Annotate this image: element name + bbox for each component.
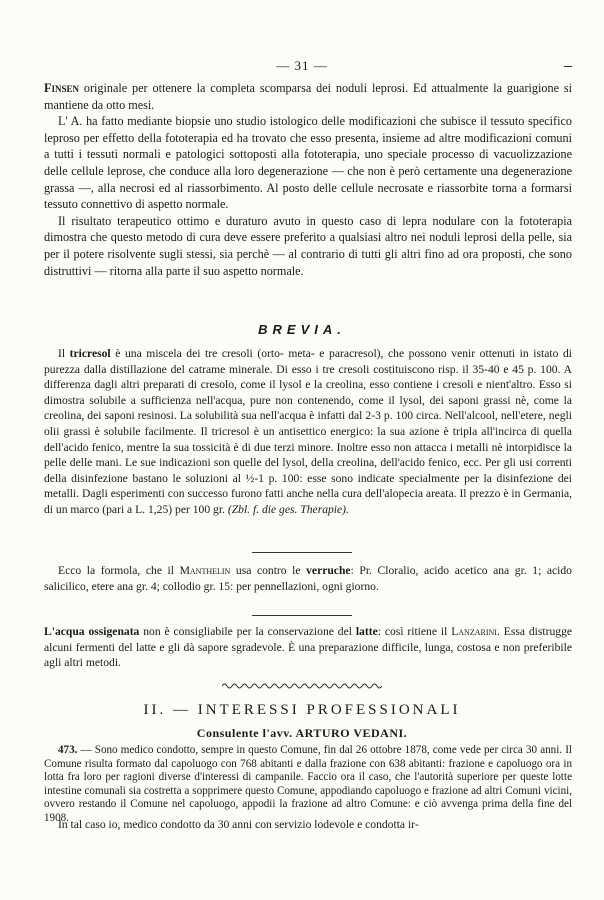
case-last-line: In tal caso io, medico condotto da 30 anni con servizio lodevole e condotta ir- [58,818,419,831]
section-title: II. — INTERESSI PROFESSIONALI [143,702,461,718]
divider-2 [252,615,352,616]
case-number: 473. [58,744,78,756]
brevia-item-1 [44,346,572,518]
keyword-acqua-ossigenata: L'acqua ossigenata [44,625,140,638]
case-continuation [44,817,572,833]
page-number: — 31 — [276,58,328,73]
intro-paragraph-3: Il risultato terapeutico ottimo e duraturo avuto in questo caso di lepra nodulare con la fototerapia dimostra che questo metodo di cura deve essere preferito a qualsiasi altro nei noduli leprosi della pelle, sia per il potere risolvente sugli stessi, sia perchè — al contrario di tutti gli altri fino ad ora proposti, che sono distruttivi — ritorna alla parte il suo aspetto normale. [44,213,572,278]
brevia-item-2 [44,563,572,594]
section-subtitle: Consulente l'avv. ARTURO VEDANI. [196,726,408,740]
ornamental-divider [222,682,382,690]
verruche-paragraph: Ecco la formola, che il Manthelin usa contro le verruche: Pr. Cloralio, acido acetico ana gr. 1; acido salicilico, etere ana gr. 4; collodio gr. 15: per pennellazioni, ogni giorno. [44,564,572,593]
intro-text [44,80,572,279]
divider-1 [252,552,352,553]
margin-mark [564,66,572,67]
case-paragraph: 473. — Sono medico condotto, sempre in questo Comune, fin dal 26 ottobre 1878, come vede per circa 30 anni. Il Comune risulta formato dal capoluogo con 768 abitanti e dalla frazione con 638 abitanti: frazione e capoluogo ora in lotta fra loro per ragioni diverse d'interessi di campanile. Faccio ora il caso, che l'autorità superiore per queste lotte intestine comunali sia costretta a sopprimere questo Comune, appodiando capoluogo e frazione ad altri Comuni vicini, ovvero restando il Comune nel capoluogo, appodii la frazione ad altro Comune: e ciò avvenga prima della fine del 1908. [44,744,572,824]
author-name: Finsen [44,81,79,95]
tricresol-paragraph: Il tricresol è una miscela dei tre cresoli (orto- meta- e paracresol), che possono venir ottenuti in istato di purezza dalla distillazione del catrame minerale. Di esso i tre cresoli costituiscono risp. il 35-40 e 45 p. 100. A differenza dagli altri preparati di cresolo, come il lysol e la creolina, esso contiene i cresoli e nient'altro. Esso si dimostra solubile a sufficienza nell'acqua, pure non contenendo, come il lysol, dei saponi grassi nè, come la creolina, dei saponi resinosi. La solubilità sua nell'acqua è infatti dal 2-3 p. 100 circa. Nell'alcool, nell'etere, negli olii grassi è solubile facilmente. Il tricresol è un antisettico energico: la sua azione è tripla all'incirca di quella dell'acido fenico, mentre la sua tossicità è di due terzi minore. Inoltre esso non attacca i metalli nè intorpidisce la pelle delle mani. Le sue indicazioni son quelle del lysol, della creolina, dell'acido fenico, ecc. Per gli usi correnti della disinfezione bastano le soluzioni al ½-1 p. 100: esse sono indicate specialmente per la disinfezione dei metalli. Dagli esperimenti con successo furono fatti anche nella cura dell'alopecia areata. Il prezzo è in Germania, di un marco (pari a L. 1,25) per 100 gr. (Zbl. f. die ges. Therapie). [44,347,572,516]
keyword-tricresol: tricresol [69,347,111,360]
intro-paragraph-1: Finsen originale per ottenere la completa scomparsa dei noduli leprosi. Ed attualmente la guarigione si mantiene da otto mesi. [44,81,572,112]
keyword-verruche: verruche [306,564,351,577]
brevia-item-3 [44,624,572,671]
brevia-heading: BREVIA. [258,322,346,337]
intro-paragraph-2: L' A. ha fatto mediante biopsie uno studio istologico delle modificazioni che subisce il tessuto specifico leproso per effetto della fototerapia ed ha trovato che esso presenta, insieme ad altre modificazioni comuni a tutti i tessuti normali e patologici sottoposti alla fototerapia, uno speciale processo di vacuolizzazione delle cellule leprose, che conduce alla loro degenerazione — che non è però certamente una degenerazione grassa —, alla necrosi ed al riassorbimento. Al posto delle cellule necrosate e riassorbite torna a formarsi tessuto connettivo di aspetto normale. [44,114,572,212]
acqua-paragraph: L'acqua ossigenata non è consigliabile per la conservazione del latte: così ritiene il Lanzarini. Essa distrugge alcuni fermenti del latte e gli dà sapore sgradevole. È una preparazione difficile, lunga, costosa e non preferibile agli altri metodi. [44,625,573,670]
reference: (Zbl. f. die ges. Therapie). [227,502,349,516]
case-text [44,744,572,826]
